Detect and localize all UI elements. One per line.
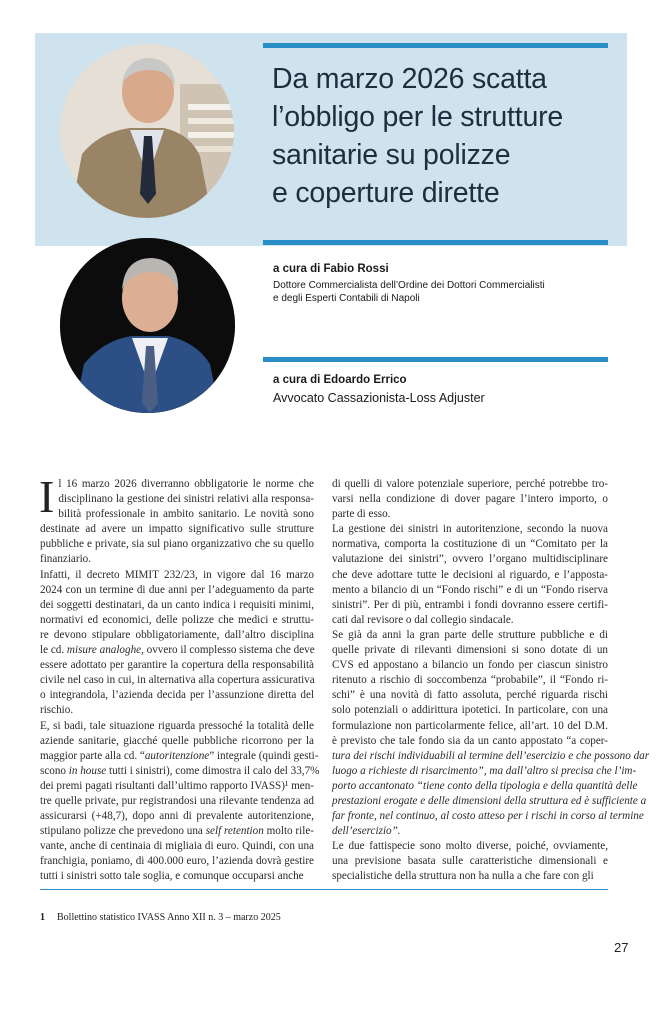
- text-line: mento a bilancio di un “Fondo rischi” e di un “Fondo riserva: [332, 583, 608, 596]
- text-line: parte di esso.: [332, 508, 391, 521]
- text-line: tre quelle private, pur registrandosi una rilevante tendenza ad: [40, 794, 314, 807]
- text-line: specialistiche della struttura non ha nulla a che fare con gli: [332, 870, 594, 883]
- text-line: disciplinano la gestione dei sinistri relativi alla responsa-: [58, 493, 314, 506]
- portrait-image: [60, 44, 234, 218]
- text-line: solo potenziali o addirittura ipotetici. In particolare, con una: [332, 704, 608, 717]
- footnote-rule: [40, 889, 608, 890]
- text-line: CVS ed appostano a bilancio un fondo per ciascun sinistro: [332, 659, 608, 672]
- text-line: porto accantonato “tiene conto della tipologia e della quantità delle: [332, 779, 638, 792]
- text-line: re devono stipulare obbligatoriamente, dall’altro disciplina: [40, 628, 314, 641]
- text-line: normativi ed economici, delle polizze che medici e struttu-: [40, 613, 314, 626]
- footnote-number: 1: [40, 912, 45, 923]
- text-line: dell’esercizio”.: [332, 825, 401, 838]
- text-line: assicurarsi (+48,7), dopo anni di prevalente autoritenzione,: [40, 810, 314, 823]
- text-line: valutazione dei sinistri”, ovvero l’organo multidisciplinare: [332, 553, 608, 566]
- title-line: e coperture dirette: [272, 177, 500, 209]
- text-line: far fronte, nel continuo, al costo atteso per i rischi in corso al termine: [332, 810, 644, 823]
- author-role-line: e degli Esperti Contabili di Napoli: [273, 293, 420, 304]
- author-role-1: [273, 279, 545, 305]
- author-role-2: [273, 391, 485, 406]
- text-line: stipulano polizze che prevedono una self retention molto rile-: [40, 825, 314, 838]
- text-line: le cd. misure analoghe, ovvero il complesso sistema che deve: [40, 644, 315, 657]
- portrait-image: [60, 238, 235, 413]
- text-line: tutti i sinistri sotto tale soglia, e comunque occuparsi anche: [40, 870, 304, 883]
- text-line: dei premi pagati risultanti dall’ultimo rapporto IVASS)¹ men-: [40, 779, 314, 792]
- text-line: sinistri”. Per di più, entrambi i fondi dovranno essere certifi-: [332, 598, 608, 611]
- title-bottom-rule: [263, 240, 608, 245]
- text-line: scono in house tutti i sinistri), come dimostra il calo del 33,7%: [40, 764, 320, 777]
- author-byline-2: a cura di Edoardo Errico: [273, 374, 407, 386]
- text-line: di quelli di valore potenziale superiore, perché potrebbe tro-: [332, 478, 608, 490]
- author2-rule: [263, 357, 608, 362]
- text-line: 2024 con un termine di due anni per l’adeguamento da parte: [40, 583, 314, 596]
- text-line: cati dal revisore o dal collegio sindacale.: [332, 613, 514, 626]
- text-line: destinate ad avere un impatto significativo sulle strutture: [40, 523, 314, 536]
- text-line: Se già da anni la gran parte delle strutture pubbliche e di: [332, 628, 608, 641]
- text-line: formulazione non particolarmente felice, all’art. 10 del D.M.: [332, 719, 608, 732]
- text-line: franchigia, poniamo, di 400.000 euro, l’azienda dovrà gestire: [40, 855, 314, 868]
- footnote-text: Bollettino statistico IVASS Anno XII n. 3 – marzo 2025: [57, 912, 281, 923]
- text-line: schi” è una novità di fatto assoluta, perché riguarda rischi: [332, 689, 608, 702]
- text-line: dei soggetti destinatari, da un canto indica i requisiti minimi,: [40, 598, 314, 611]
- author-byline-1: a cura di Fabio Rossi: [273, 263, 389, 275]
- text-line: l 16 marzo 2026 diverranno obbligatorie le norme che: [58, 478, 314, 490]
- text-line: o integrandola, l’azienda decida per l’assunzione diretta del: [40, 689, 314, 702]
- text-line: civile nel caso in cui, in alternativa alla copertura assicurativa: [40, 674, 315, 687]
- article-title: [272, 60, 617, 212]
- footnote: [40, 912, 281, 923]
- author-role-line: Avvocato Cassazionista-Loss Adjuster: [273, 391, 485, 405]
- title-line: sanitarie su polizze: [272, 139, 511, 171]
- author-role-line: Dottore Commercialista dell’Ordine dei Dottori Commercialisti: [273, 280, 545, 291]
- page-number: 27: [614, 940, 629, 955]
- text-line: che deve adottare tutte le decisioni al riguardo, e l’apposta-: [332, 568, 608, 581]
- text-line: bilità professionale in ambito sanitario. Le novità sono: [58, 508, 314, 521]
- author-photo-fabio-rossi: [60, 44, 234, 218]
- text-line: E, si badi, tale situazione riguarda pressoché la totalità delle: [40, 719, 314, 732]
- text-line: maggior parte alla cd. “autoritenzione” integrale (quindi gesti-: [40, 749, 319, 762]
- article-column-1: [39, 471, 320, 885]
- title-line: l’obbligo per le strutture: [272, 101, 564, 133]
- text-line: essere adottato per garantire la copertura della responsabilità: [40, 659, 314, 672]
- title-top-rule: [263, 43, 608, 48]
- text-line: luogo a richieste di risarcimento”, ma dall’altro si precisa che l’im-: [332, 764, 637, 777]
- text-line: pubbliche e private, sia sul piano organizzativo che su quello: [40, 538, 314, 551]
- article-column-2: [332, 477, 650, 885]
- text-line: tura dei rischi individuabili al termine dell’esercizio e che possono dar: [332, 749, 650, 762]
- text-line: è previsto che tale fondo sia da un canto appostato “a coper-: [332, 734, 608, 747]
- text-line: ritenuto a rischio di soccombenza “probabile”, il “Fondo ri-: [332, 674, 608, 687]
- text-line: vante, anche di centinaia di migliaia di euro. Quindi, con una: [40, 840, 314, 853]
- text-line: finanziario.: [40, 553, 92, 566]
- text-line: Le due fattispecie sono molto diverse, poiché, ovviamente,: [332, 840, 608, 853]
- text-line: normativa, comporta la costituzione di un “Comitato per la: [332, 538, 608, 551]
- text-line: aziende sanitarie, giacché quelle pubbliche ricorrono per la: [40, 734, 314, 747]
- drop-cap: I: [39, 471, 55, 522]
- text-line: una previsione basata sulle caratteristiche dimensionali e: [332, 855, 608, 868]
- text-line: Infatti, il decreto MIMIT 232/23, in vigore dal 16 marzo: [40, 568, 314, 581]
- text-line: prestazioni erogate e delle dimensioni della struttura ed è sufficiente a: [332, 794, 647, 807]
- text-line: rischio.: [40, 704, 74, 717]
- text-line: La gestione dei sinistri in autoritenzione, secondo la nuova: [332, 523, 608, 536]
- author-photo-edoardo-errico: [60, 238, 235, 413]
- text-line: quelle private di rilevanti dimensioni si sono dotate di un: [332, 644, 608, 657]
- text-line: varsi nella condizione di dover pagare l’intero importo, o: [332, 493, 608, 506]
- title-line: Da marzo 2026 scatta: [272, 63, 547, 95]
